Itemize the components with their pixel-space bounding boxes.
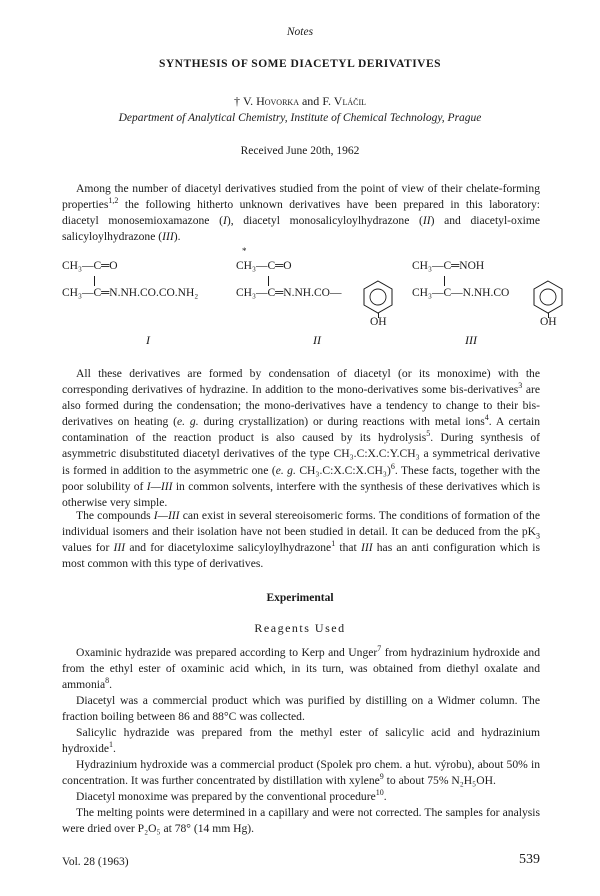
benzene-ring-icon bbox=[360, 279, 396, 315]
paragraph-2 bbox=[62, 366, 540, 511]
structure-2-hydroxyl: OH bbox=[370, 316, 387, 328]
citation: 4 bbox=[484, 413, 489, 423]
dagger-mark: † bbox=[233, 94, 240, 108]
structure-1-top: CH₃—C═O bbox=[62, 260, 118, 272]
citation: 1,2 bbox=[108, 196, 119, 206]
page-number: 539 bbox=[519, 852, 540, 867]
structure-2-top: CH₃—C═O bbox=[236, 260, 292, 272]
structure-1-label: I bbox=[146, 333, 150, 347]
compound-ref: I—III bbox=[146, 479, 173, 493]
author-2: F. Vláčil bbox=[322, 94, 367, 108]
bond bbox=[444, 276, 445, 286]
abbreviation: e. g. bbox=[177, 415, 199, 429]
text: Diacetyl monoxime was prepared by the conventional procedure bbox=[76, 790, 376, 803]
structure-3-bottom: CH₃—C—N.NH.CO bbox=[412, 287, 510, 299]
text: values for bbox=[62, 541, 114, 555]
citation: 3 bbox=[518, 381, 523, 391]
received-date: Received June 20th, 1962 bbox=[240, 145, 360, 157]
structure-2-bottom: CH₃—C═N.NH.CO— bbox=[236, 287, 342, 299]
compound-ref: III bbox=[162, 230, 174, 244]
citation: 1 bbox=[109, 740, 114, 750]
reagent-paragraph bbox=[62, 725, 540, 757]
structure-2-label: II bbox=[313, 333, 321, 347]
text: . During synthesis of asymmetric disubstituted diacetyl derivatives of the type CH₃.C:X.C:Y.CH₃ a symmetrical derivative is formed in addition to the asymmetric one ( bbox=[62, 431, 540, 477]
text: . bbox=[109, 678, 113, 692]
text: Oxaminic hydrazide was prepared according to Kerp and Unger bbox=[76, 646, 378, 659]
reagent-paragraph bbox=[62, 693, 540, 725]
compound-ref: II bbox=[422, 214, 431, 228]
text: during crystallization) or during reactions with metal ions bbox=[198, 415, 485, 429]
text: from hydrazinium hydroxide and from the ethyl ester of oxaminic acid which, in its turn, was obtained from diethyl oxalate and ammonia bbox=[62, 646, 540, 692]
authors bbox=[0, 94, 600, 109]
text: . bbox=[113, 742, 116, 756]
abbreviation: e. g. bbox=[275, 463, 296, 477]
reagent-paragraph bbox=[62, 757, 540, 789]
text: The compounds bbox=[76, 509, 154, 522]
compound-ref: I—III bbox=[153, 509, 180, 522]
structure-1-bottom: CH₃—C═N.NH.CO.CO.NH₂ bbox=[62, 287, 199, 299]
compound-ref: I bbox=[222, 214, 227, 228]
citation: 6 bbox=[390, 461, 395, 471]
reagent-paragraph bbox=[62, 789, 540, 805]
text: Among the number of diacetyl derivatives studied from the point of view of their chelate-forming properties bbox=[62, 182, 540, 212]
structure-2-mark: * bbox=[242, 246, 247, 256]
citation: 5 bbox=[426, 429, 431, 439]
compound-ref: III bbox=[360, 541, 373, 555]
structure-3-top: CH₃—C═NOH bbox=[412, 260, 485, 272]
subscript: 3 bbox=[536, 531, 540, 541]
text: ), diacetyl monosalicyloylhydrazone ( bbox=[226, 214, 423, 228]
section-heading: Experimental bbox=[266, 592, 334, 604]
affiliation: Department of Analytical Chemistry, Institute of Chemical Technology, Prague bbox=[118, 112, 482, 124]
citation: 8 bbox=[105, 676, 110, 686]
intro-paragraph bbox=[62, 181, 540, 245]
text: The melting points were determined in a capillary and were not corrected. The samples for analysis were dried over P₂O₅ at 78° (14 mm Hg). bbox=[62, 806, 540, 836]
bond bbox=[268, 276, 269, 286]
text: has an anti configuration which is most common with this type of derivatives. bbox=[62, 541, 541, 571]
paragraph-3 bbox=[62, 508, 540, 572]
running-head: Notes bbox=[286, 26, 314, 38]
text: Salicylic hydrazide was prepared from the methyl ester of salicylic acid and hydrazinium hydroxide bbox=[62, 726, 540, 756]
author-1: V. Hovorka bbox=[242, 94, 299, 108]
citation: 1 bbox=[331, 539, 336, 549]
citation: 7 bbox=[377, 644, 382, 654]
text: to about 75% N₂H₅OH. bbox=[383, 774, 496, 788]
reagent-paragraph bbox=[62, 645, 540, 693]
text: in common solvents, interfere with the synthesis of these derivatives which is otherwise very simple. bbox=[62, 479, 540, 509]
author-conjunction: and bbox=[301, 94, 320, 108]
text: . bbox=[383, 790, 387, 803]
benzene-ring-icon bbox=[530, 279, 566, 315]
text: All these derivatives are formed by condensation of diacetyl (or its monoxime) with the corresponding derivatives of hydrazine. In addition to the mono-derivatives some bis-derivatives bbox=[62, 367, 540, 397]
text: ) and diacetyl-oxime salicyloylhydrazone ( bbox=[62, 214, 541, 244]
reagent-paragraph bbox=[62, 805, 540, 837]
text: ). bbox=[173, 230, 181, 244]
text: the following hitherto unknown derivatives have been prepared in this laboratory: diacetyl monosemioxamazone ( bbox=[62, 198, 540, 228]
text: can exist in several stereoisomeric forms. The conditions of formation of the individual isomers and their isolation have not been studied in detail. It can be deduced from the pK bbox=[62, 509, 541, 539]
text: and for diacetyloxime salicyloylhydrazone bbox=[125, 541, 332, 555]
text: . These facts, together with the poor solubility of bbox=[62, 463, 540, 493]
citation: 10 bbox=[375, 788, 384, 798]
text: Hydrazinium hydroxide was a commercial product (Spolek pro chem. a hut. výrobu), about 50% in concentration. It was further concentrated by distillation with xylene bbox=[62, 758, 540, 788]
text: . A certain contamination of the reaction product is also caused by its hydrolysis bbox=[62, 415, 540, 445]
text: CH₃.C:X.C:X.CH₃) bbox=[295, 463, 391, 477]
structure-3-label: III bbox=[465, 333, 477, 347]
article-title: SYNTHESIS OF SOME DIACETYL DERIVATIVES bbox=[158, 58, 442, 70]
structure-3-hydroxyl: OH bbox=[540, 316, 557, 328]
text: are also formed during the condensation; the mono-derivatives have a tendency to change to their bis-derivatives on heating ( bbox=[62, 383, 540, 429]
bond bbox=[94, 276, 95, 286]
volume-info: Vol. 28 (1963) bbox=[62, 856, 129, 868]
text: that bbox=[335, 541, 361, 555]
text: Diacetyl was a commercial product which was purified by distilling on a Widmer column. The fraction boiling between 86 and 88°C was collected. bbox=[62, 694, 540, 724]
citation: 9 bbox=[379, 772, 384, 782]
subsection-heading: Reagents Used bbox=[254, 621, 346, 635]
compound-ref: III bbox=[113, 541, 126, 555]
